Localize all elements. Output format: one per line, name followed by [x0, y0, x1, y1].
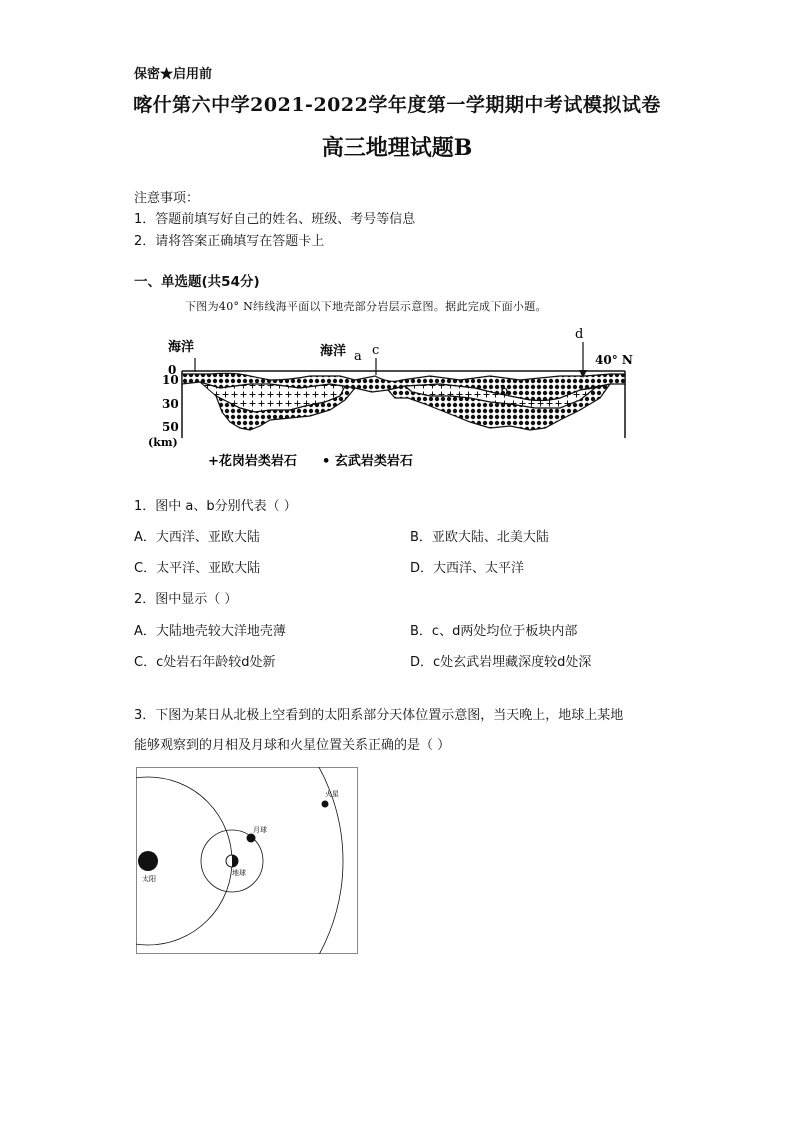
question-1-option: A．大西洋、亚欧大陆	[134, 530, 260, 545]
label-d: d	[575, 327, 584, 342]
notice-item: 2．请将答案正确填写在答题卡上	[134, 234, 325, 249]
sun-label: 太阳	[142, 875, 156, 883]
depth-tick: 50	[162, 420, 179, 434]
notice-item: 1．答题前填写好自己的姓名、班级、考号等信息	[134, 212, 416, 227]
moon-icon	[247, 834, 256, 843]
question-2-option: B．c、d两处均位于板块内部	[410, 624, 578, 639]
earth-label: 地球	[232, 869, 246, 877]
moon-label: 月球	[253, 826, 267, 834]
mars-icon	[322, 801, 329, 808]
question-2-option: D．c处玄武岩埋藏深度较d处深	[410, 655, 592, 670]
legend-basalt: • 玄武岩类岩石	[322, 454, 413, 469]
section-heading: 一、单选题(共54分)	[134, 274, 260, 290]
question-2-stem: 2．图中显示（ ）	[134, 592, 238, 607]
notice-heading: 注意事项：	[134, 191, 200, 206]
question-3-stem: 能够观察到的月相及月球和火星位置关系正确的是（ ）	[134, 738, 451, 753]
question-3-stem: 3．下图为某日从北极上空看到的太阳系部分天体位置示意图，当天晚上，地球上某地	[134, 708, 624, 723]
label-ocean-left: 海洋	[168, 340, 195, 355]
figure1-intro: 下图为40° N纬线海平面以下地壳部分岩层示意图。据此完成下面小题。	[185, 300, 547, 313]
orbit-figure	[136, 767, 358, 954]
question-1-option: D．大西洋、太平洋	[410, 561, 525, 576]
label-ocean-mid: 海洋	[320, 344, 347, 359]
label-b: b	[500, 384, 509, 399]
exam-title: 喀什第六中学2021-2022学年度第一学期期中考试模拟试卷	[133, 94, 661, 116]
question-2-option: A．大陆地壳较大洋地壳薄	[134, 624, 286, 639]
depth-tick: 10	[162, 373, 179, 387]
label-a: a	[354, 349, 362, 364]
mars-label: 火星	[325, 790, 339, 798]
depth-tick: 30	[162, 397, 179, 411]
latitude-label: 40° N	[595, 353, 633, 367]
question-2-option: C．c处岩石年龄较d处新	[134, 655, 276, 670]
question-1-option: B．亚欧大陆、北美大陆	[410, 530, 549, 545]
legend-granite: +花岗岩类岩石	[208, 454, 297, 469]
depth-tick: 0	[168, 363, 177, 377]
sun-icon	[138, 851, 158, 871]
confidential-mark: 保密★启用前	[134, 67, 213, 82]
depth-unit: (km)	[148, 436, 178, 449]
exam-subtitle: 高三地理试题B	[321, 135, 473, 161]
question-1-option: C．太平洋、亚欧大陆	[134, 561, 261, 576]
label-c: c	[372, 343, 380, 358]
question-1-stem: 1．图中 a、b分别代表（ ）	[134, 499, 297, 514]
crust-section-figure	[140, 318, 640, 473]
